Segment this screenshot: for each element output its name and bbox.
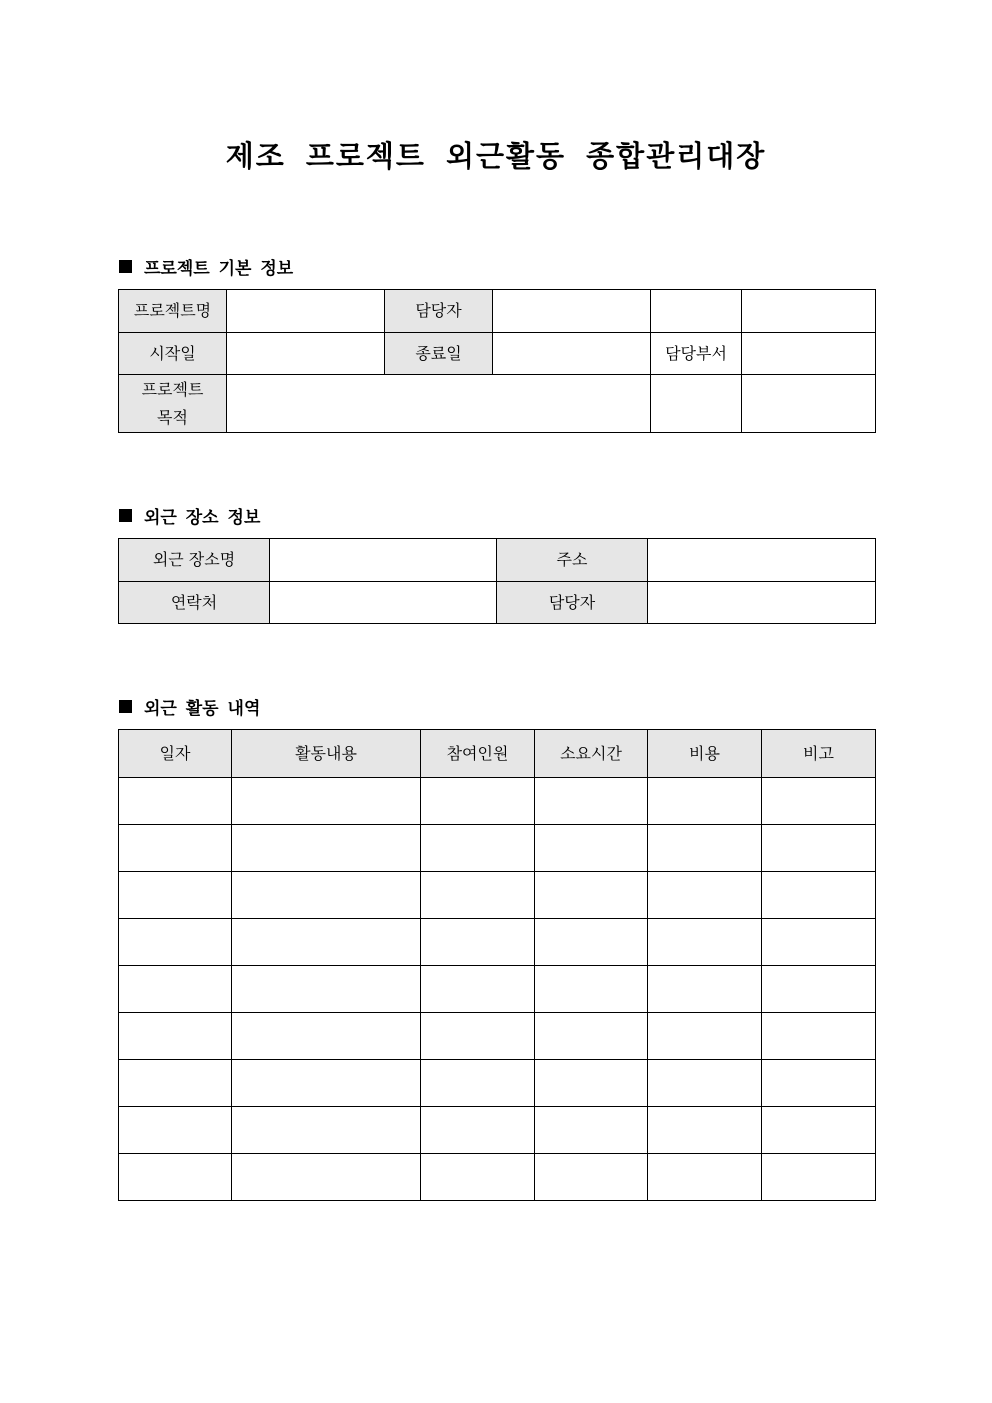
cell-cost[interactable] xyxy=(648,1154,762,1201)
cell-date[interactable] xyxy=(119,919,232,966)
location-manager-label: 담당자 xyxy=(497,582,648,624)
cell-date[interactable] xyxy=(119,872,232,919)
page-title: 제조 프로젝트 외근활동 종합관리대장 xyxy=(225,139,767,173)
column-header-remarks: 비고 xyxy=(762,730,876,778)
cell-date[interactable] xyxy=(119,1107,232,1154)
cell-activity[interactable] xyxy=(232,919,421,966)
end-date-field[interactable] xyxy=(493,333,651,375)
cell-participants[interactable] xyxy=(421,778,535,825)
cell-remarks[interactable] xyxy=(762,919,876,966)
purpose-field[interactable] xyxy=(227,375,651,433)
table-row xyxy=(119,872,876,919)
cell-participants[interactable] xyxy=(421,919,535,966)
cell-date[interactable] xyxy=(119,778,232,825)
place-name-field[interactable] xyxy=(270,539,497,582)
column-header-activity: 활동내용 xyxy=(232,730,421,778)
purpose-label-line1: 프로젝트 xyxy=(141,379,204,399)
cell-participants[interactable] xyxy=(421,1013,535,1060)
table-row xyxy=(119,825,876,872)
table-row xyxy=(119,1060,876,1107)
column-header-duration: 소요시간 xyxy=(535,730,648,778)
column-header-cost: 비용 xyxy=(648,730,762,778)
cell-duration[interactable] xyxy=(535,919,648,966)
cell-duration[interactable] xyxy=(535,778,648,825)
cell-duration[interactable] xyxy=(535,1013,648,1060)
cell-date[interactable] xyxy=(119,1060,232,1107)
cell-cost[interactable] xyxy=(648,825,762,872)
cell-activity[interactable] xyxy=(232,1060,421,1107)
blank-cell[interactable] xyxy=(651,375,742,433)
blank-cell[interactable] xyxy=(742,290,876,333)
project-info-table xyxy=(118,289,876,433)
table-row xyxy=(119,919,876,966)
cell-participants[interactable] xyxy=(421,1107,535,1154)
cell-date[interactable] xyxy=(119,1154,232,1201)
manager-field[interactable] xyxy=(493,290,651,333)
blank-cell[interactable] xyxy=(742,375,876,433)
section-heading-text: 외근 활동 내역 xyxy=(144,699,261,719)
table-row xyxy=(119,966,876,1013)
section-heading-location-info xyxy=(119,503,260,528)
cell-date[interactable] xyxy=(119,1013,232,1060)
cell-remarks[interactable] xyxy=(762,825,876,872)
address-field[interactable] xyxy=(648,539,876,582)
cell-date[interactable] xyxy=(119,966,232,1013)
place-name-label: 외근 장소명 xyxy=(119,539,270,582)
cell-participants[interactable] xyxy=(421,966,535,1013)
cell-activity[interactable] xyxy=(232,825,421,872)
cell-cost[interactable] xyxy=(648,919,762,966)
section-heading-activity-log xyxy=(119,694,260,719)
cell-remarks[interactable] xyxy=(762,966,876,1013)
cell-duration[interactable] xyxy=(535,825,648,872)
cell-cost[interactable] xyxy=(648,1107,762,1154)
cell-participants[interactable] xyxy=(421,872,535,919)
cell-cost[interactable] xyxy=(648,872,762,919)
table-header-row xyxy=(119,730,876,778)
purpose-label-line2: 목적 xyxy=(157,407,188,427)
cell-date[interactable] xyxy=(119,825,232,872)
cell-duration[interactable] xyxy=(535,966,648,1013)
column-header-date: 일자 xyxy=(119,730,232,778)
cell-duration[interactable] xyxy=(535,1107,648,1154)
cell-cost[interactable] xyxy=(648,966,762,1013)
cell-activity[interactable] xyxy=(232,966,421,1013)
start-date-label: 시작일 xyxy=(119,333,227,375)
address-label: 주소 xyxy=(497,539,648,582)
project-name-field[interactable] xyxy=(227,290,385,333)
location-manager-field[interactable] xyxy=(648,582,876,624)
cell-cost[interactable] xyxy=(648,778,762,825)
blank-cell[interactable] xyxy=(651,290,742,333)
cell-remarks[interactable] xyxy=(762,1060,876,1107)
cell-remarks[interactable] xyxy=(762,1154,876,1201)
contact-field[interactable] xyxy=(270,582,497,624)
table-row xyxy=(119,778,876,825)
cell-remarks[interactable] xyxy=(762,778,876,825)
cell-activity[interactable] xyxy=(232,778,421,825)
column-header-participants: 참여인원 xyxy=(421,730,535,778)
cell-duration[interactable] xyxy=(535,872,648,919)
department-label: 담당부서 xyxy=(651,333,742,375)
table-row xyxy=(119,1013,876,1060)
table-row xyxy=(119,1107,876,1154)
activity-log-table xyxy=(118,729,876,1201)
manager-label: 담당자 xyxy=(385,290,493,333)
cell-participants[interactable] xyxy=(421,1154,535,1201)
department-field[interactable] xyxy=(742,333,876,375)
cell-duration[interactable] xyxy=(535,1154,648,1201)
cell-participants[interactable] xyxy=(421,1060,535,1107)
square-bullet-icon xyxy=(119,509,132,522)
table-row xyxy=(119,1154,876,1201)
start-date-field[interactable] xyxy=(227,333,385,375)
square-bullet-icon xyxy=(119,260,132,273)
project-name-label: 프로젝트명 xyxy=(119,290,227,333)
section-heading-text: 프로젝트 기본 정보 xyxy=(144,259,294,279)
section-heading-text: 외근 장소 정보 xyxy=(144,508,261,528)
cell-cost[interactable] xyxy=(648,1060,762,1107)
cell-remarks[interactable] xyxy=(762,872,876,919)
location-info-table xyxy=(118,538,876,624)
end-date-label: 종료일 xyxy=(385,333,493,375)
cell-participants[interactable] xyxy=(421,825,535,872)
contact-label: 연락처 xyxy=(119,582,270,624)
section-heading-project-info xyxy=(119,254,293,279)
cell-activity[interactable] xyxy=(232,1107,421,1154)
cell-cost[interactable] xyxy=(648,1013,762,1060)
cell-remarks[interactable] xyxy=(762,1107,876,1154)
purpose-label xyxy=(119,375,227,433)
cell-activity[interactable] xyxy=(232,872,421,919)
cell-duration[interactable] xyxy=(535,1060,648,1107)
square-bullet-icon xyxy=(119,700,132,713)
cell-activity[interactable] xyxy=(232,1154,421,1201)
cell-remarks[interactable] xyxy=(762,1013,876,1060)
cell-activity[interactable] xyxy=(232,1013,421,1060)
